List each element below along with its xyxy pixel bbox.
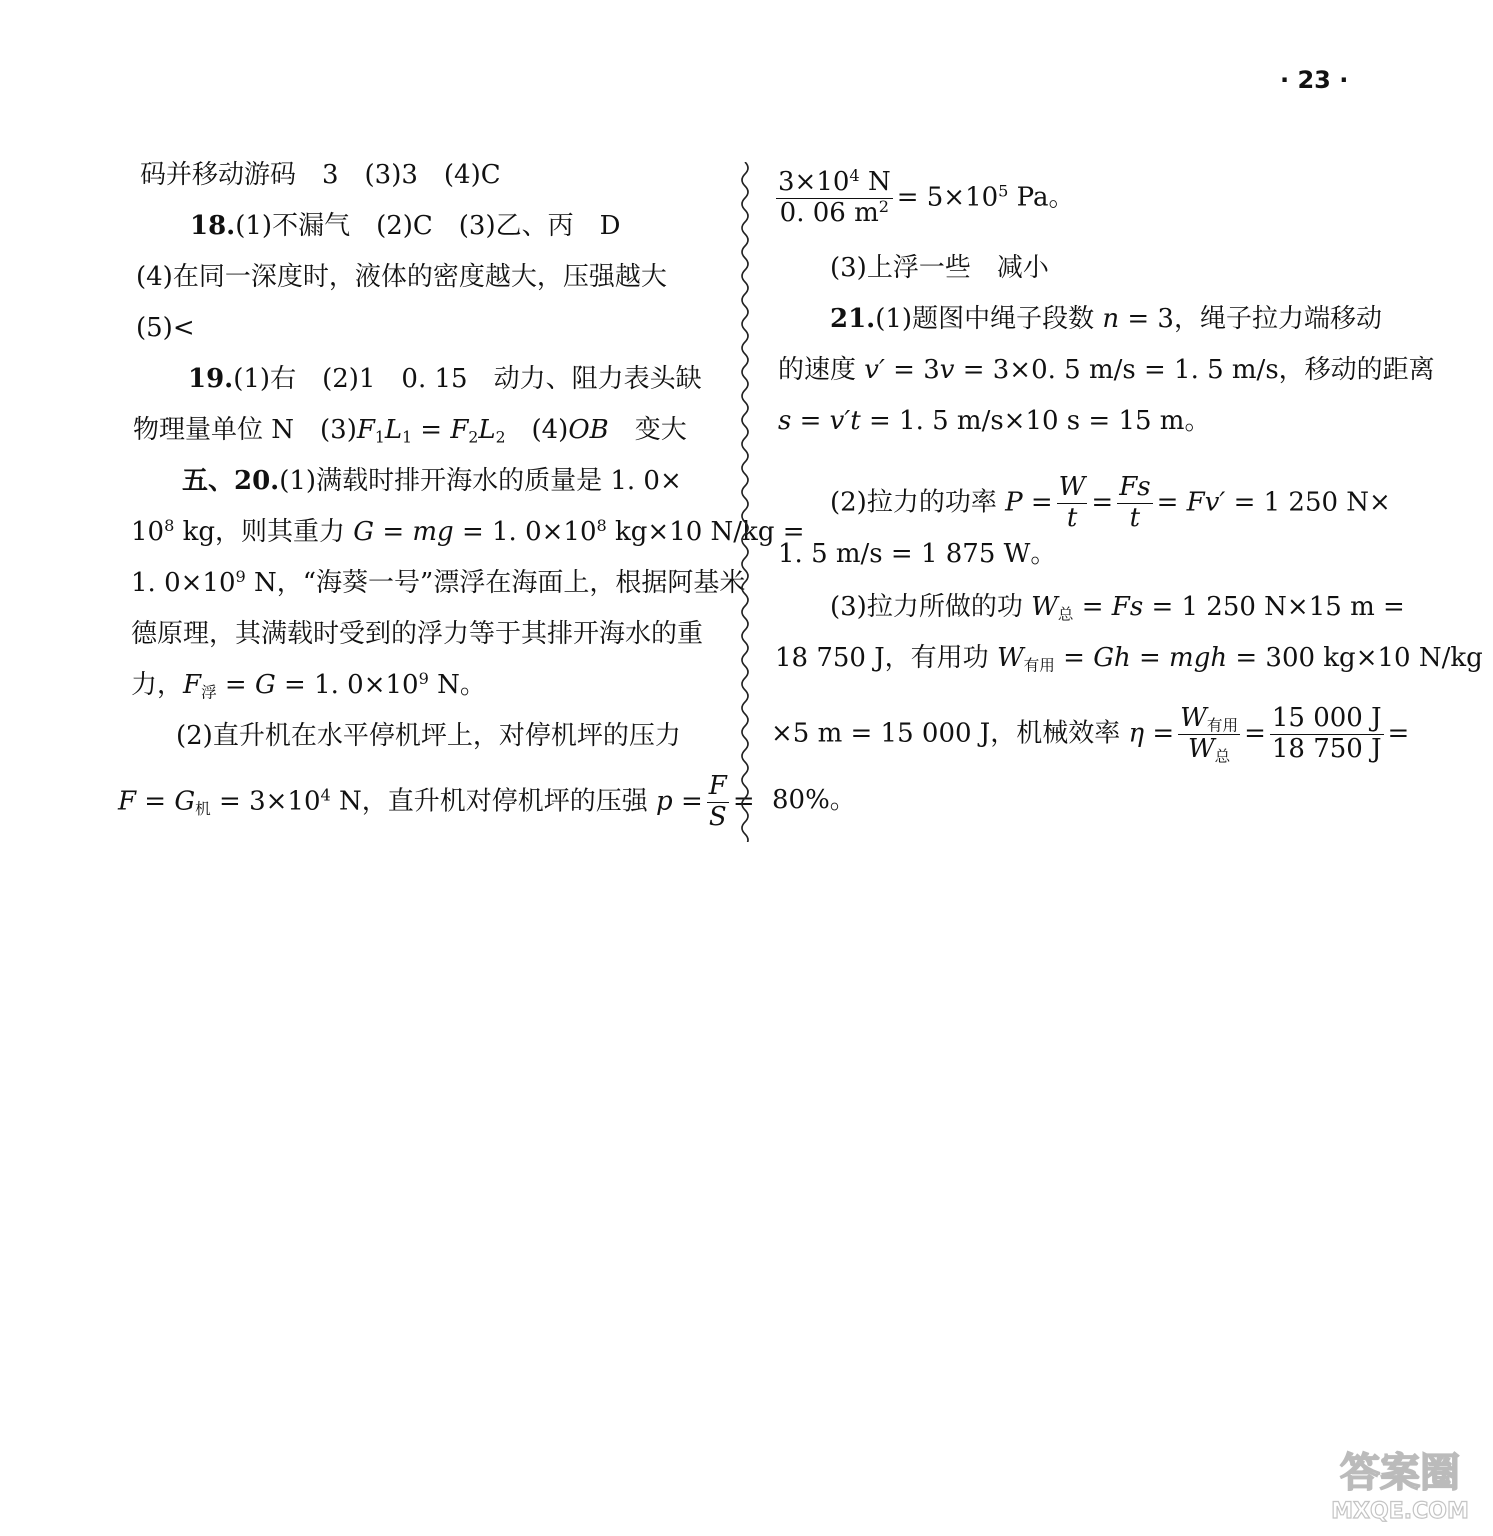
page-number: · 23 · — [1280, 66, 1349, 94]
svg-text:答案圈: 答案圈 — [1340, 1450, 1460, 1496]
answer-21-line-3: s = v′t = 1. 5 m/s×10 s = 15 m。 — [778, 406, 1211, 436]
answer-17-end: 码并移动游码 3 (3)3 (4)C — [140, 160, 501, 190]
answer-20-part-3: (3)上浮一些 减小 — [830, 253, 1049, 283]
answer-18-line-1: 18.(1)不漏气 (2)C (3)乙、丙 D — [190, 211, 621, 241]
answer-20-result: $\frac{3\times 10^4 N}{0. 06 m^2}$ = $5\times 10^5$ Pa。 — [778, 166, 1075, 228]
answer-21-line-2: 的速度 v′ = 3v = 3×0. 5 m/s = 1. 5 m/s，移动的距离 — [778, 355, 1435, 385]
column-divider — [738, 162, 752, 842]
answer-21-line-9: 80%。 — [772, 785, 856, 815]
answer-18-line-3: (5)< — [136, 313, 195, 343]
answer-19-line-1: 19.(1)右 (2)1 0. 15 动力、阻力表头缺 — [188, 364, 702, 394]
answer-21-line-4: (2)拉力的功率 P = $\frac{W}{t}$ = $\frac{Fs}{t}$ = Fv′ = 1 250 N× — [830, 472, 1391, 533]
answer-18-line-2: (4)在同一深度时，液体的密度越大，压强越大 — [136, 262, 667, 292]
answer-20-line-2: $10^8$ kg，则其重力 G = mg = 1. $0\times 10^8$ kg×10 N/kg = — [131, 516, 805, 547]
answer-20-line-3: 1. $0\times 10^9$ N，“海葵一号”漂浮在海面上，根据阿基米 — [131, 567, 746, 598]
svg-text:MXQE.COM: MXQE.COM — [1331, 1499, 1469, 1524]
answer-21-line-1: 21.(1)题图中绳子段数 n = 3，绳子拉力端移动 — [830, 304, 1382, 334]
answer-21-line-8: ×5 m = 15 000 J，机械效率 η = $\frac{W_{有用}}{W_总}$ = $\frac{15 000 J}{18 750 J}$ = — [771, 703, 1410, 766]
answer-20-line-1: 五、20.(1)满载时排开海水的质量是 1. 0× — [182, 466, 682, 496]
watermark-logo — [1320, 1442, 1480, 1524]
answer-21-line-7: 18 750 J，有用功 $W_{有用} = Gh$ = mgh = 300 kg×10 N/kg — [775, 643, 1483, 675]
answer-20-line-7: $F = G_机 = 3\times 10^4$ N，直升机对停机坪的压强 p = $\frac{F}{S}$ = — [118, 771, 755, 832]
answer-20-line-4: 德原理，其满载时受到的浮力等于其排开海水的重 — [131, 619, 704, 649]
answer-20-line-6: (2)直升机在水平停机坪上，对停机坪的压力 — [176, 721, 681, 751]
answer-19-line-2: 物理量单位 N $(3)F_1L_1 = F_2L_2$ (4)OB 变大 — [133, 415, 687, 447]
answer-21-line-5: 1. 5 m/s = 1 875 W。 — [778, 539, 1057, 569]
answer-20-line-5: 力，$F_浮 = G = 1$. $0\times 10^9$ N。 — [131, 669, 486, 702]
answer-21-line-6: (3)拉力所做的功 $W_总 = Fs = 1$ 250 N×15 m = — [830, 592, 1405, 624]
